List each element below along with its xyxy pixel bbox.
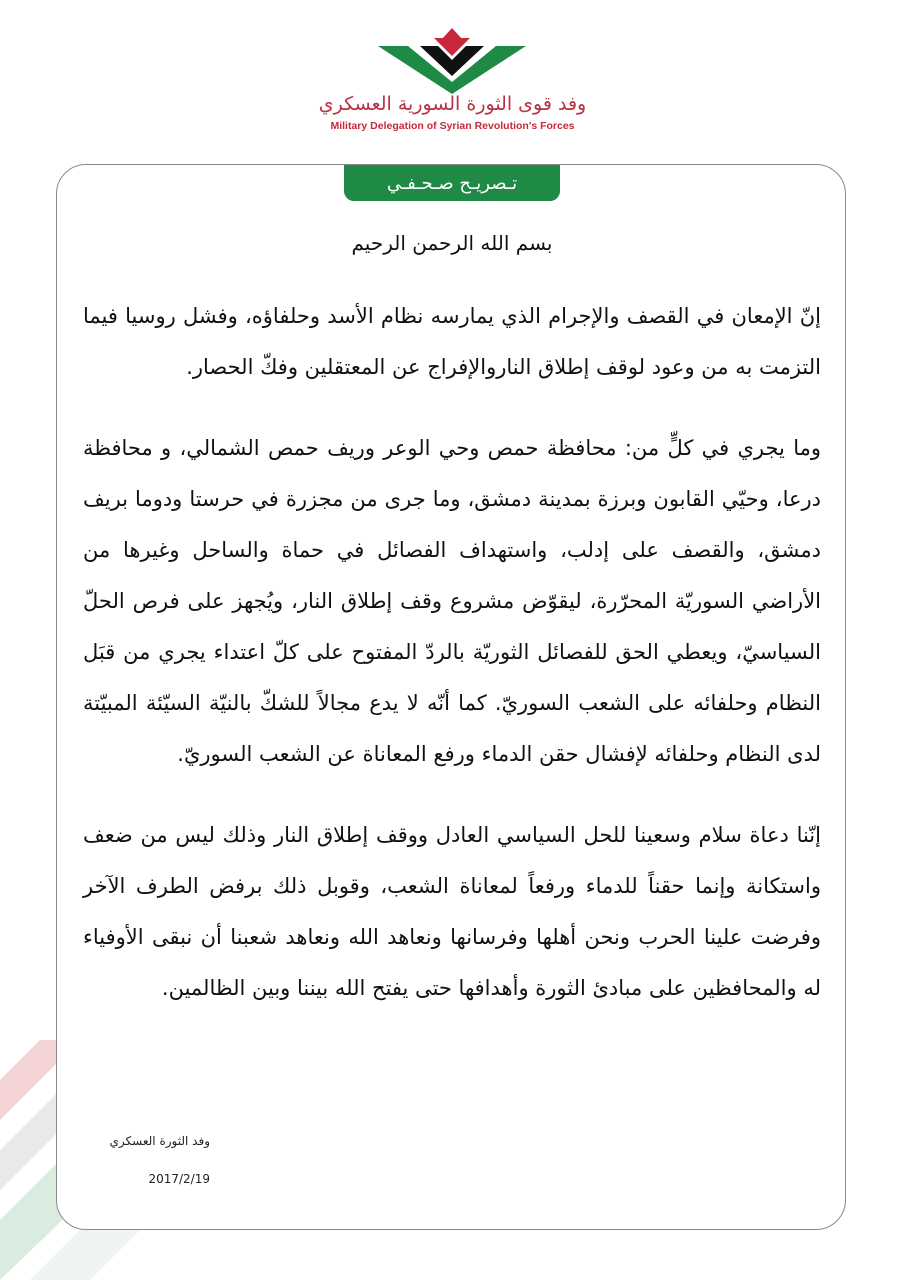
delegation-logo-icon bbox=[372, 26, 532, 96]
statement-body bbox=[83, 291, 821, 1044]
org-name-english: Military Delegation of Syrian Revolution's Forces bbox=[330, 120, 575, 132]
paragraph-1: إنّ الإمعان في القصف والإجرام الذي يمارسه نظام الأسد وحلفاؤه، وفشل روسيا فيما التزمت به من وعود لوقف إطلاق الناروالإفراج عن المعتقلين وفكّ الحصار. bbox=[83, 304, 821, 379]
paragraph-3: إنّنا دعاة سلام وسعينا للحل السياسي العادل ووقف إطلاق النار وذلك ليس من ضعف واستكانة وإنما حقناً للدماء ورفعاً لمعاناة الشعب، وقوبل ذلك برفض الطرف الآخر وفرضت علينا الحرب ونحن أهلها وفرسانها ونعاهد الله ونعاهد شعبنا أن نبقى الأوفياء له والمحافظين على مبادئ الثورة وأهدافها حتى يفتح الله بيننا وبين الظالمين. bbox=[83, 823, 821, 1000]
signature-date: 2017/2/19 bbox=[148, 1172, 210, 1186]
statement-frame bbox=[56, 164, 846, 1230]
org-name-arabic: وفد قوى الثورة السورية العسكري bbox=[318, 93, 587, 115]
signature-name: وفد الثورة العسكري bbox=[109, 1134, 210, 1148]
paragraph-2: وما يجري في كلٍّ من: محافظة حمص وحي الوعر وريف حمص الشمالي، و محافظة درعا، وحيّي القابون وبرزة بمدينة دمشق، وما جرى من مجزرة في حرستا ودوما بريف دمشق، والقصف على إدلب، واستهداف الفصائل في حماة والساحل وغيرها من الأراضي السوريّة المحرّرة، ليقوّض مشروع وقف إطلاق النار، ويُجهز على فرص الحلّ السياسيّ، ويعطي الحق للفصائل الثوريّة بالردّ المفتوح على كلّ اعتداء يجري من قبَل النظام وحلفائه على الشعب السوريّ. كما أنّه لا يدع مجالاً للشكّ بالنيّة السيّئة المبيّتة لدى النظام وحلفائه لإفشال حقن الدماء ورفع المعاناة عن الشعب السوريّ. bbox=[83, 436, 821, 766]
press-statement-tab: تـصريـح صـحـفـي bbox=[344, 165, 560, 201]
basmala-heading: بسم الله الرحمن الرحيم bbox=[351, 231, 553, 255]
